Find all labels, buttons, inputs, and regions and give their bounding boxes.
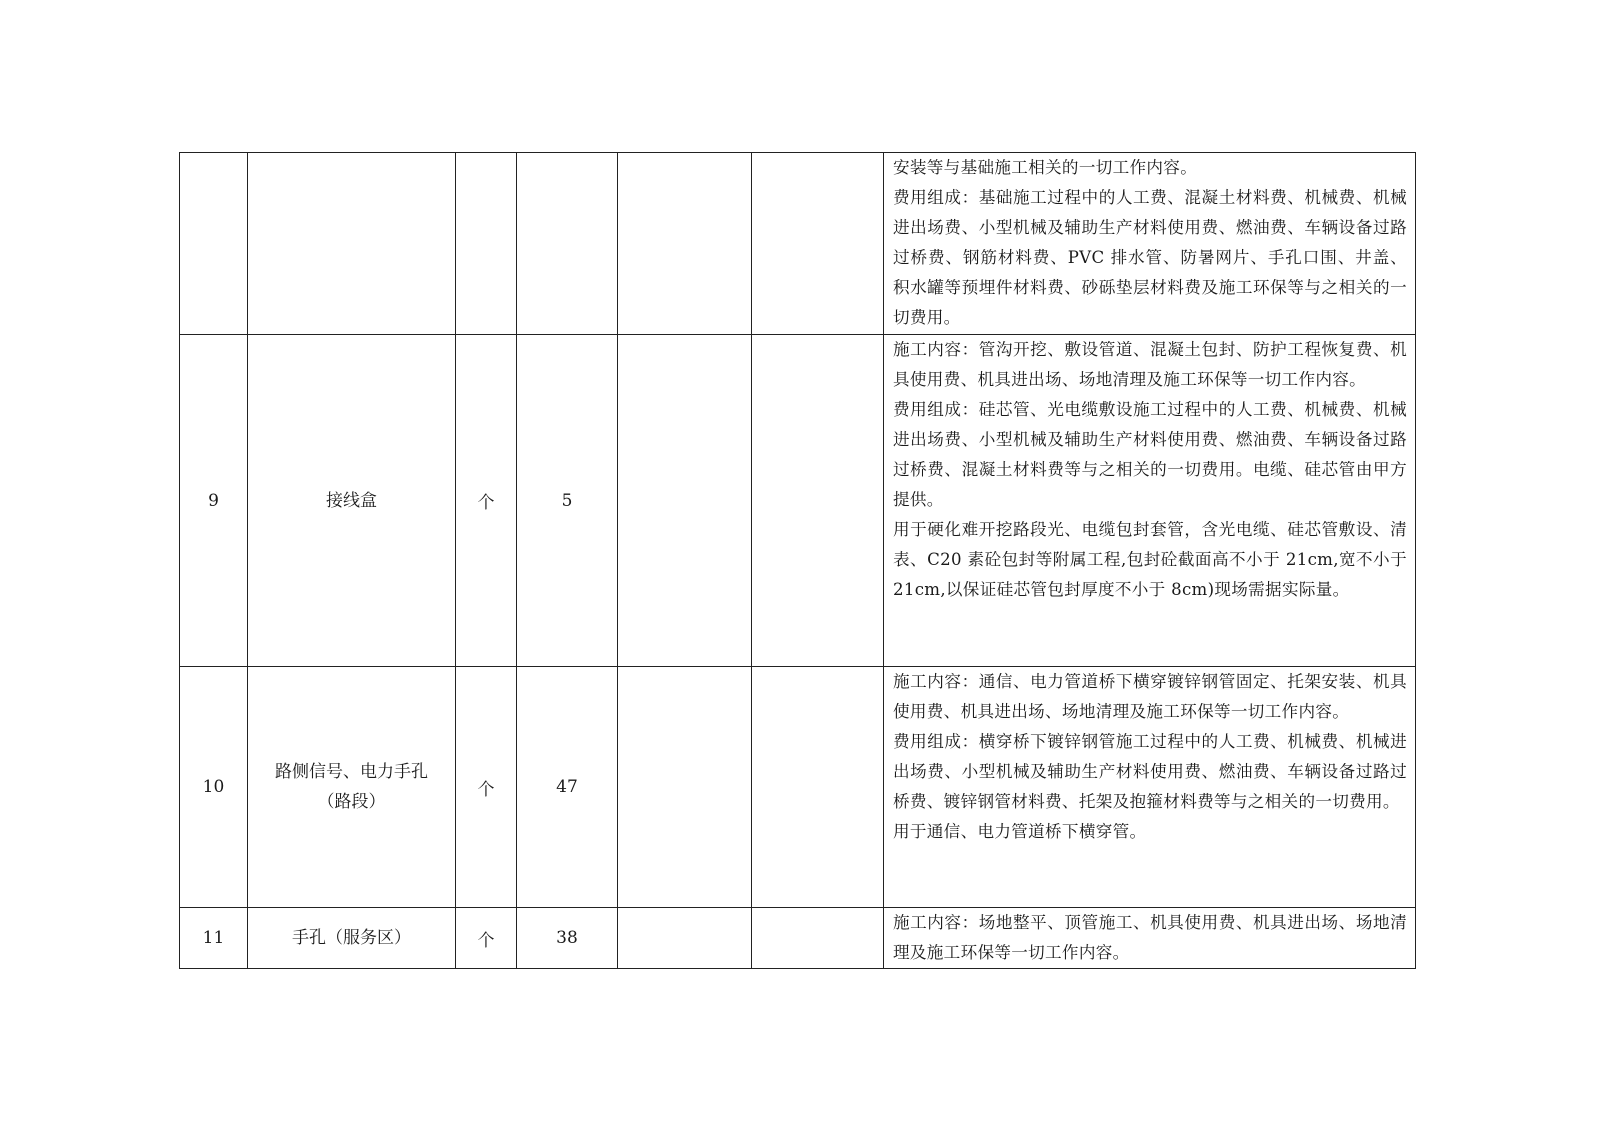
unit-cell: 个 xyxy=(456,667,517,908)
work-description-cell xyxy=(884,153,1416,335)
empty-cell-5 xyxy=(618,667,752,908)
description-paragraph: 施工内容：通信、电力管道桥下横穿镀锌钢管固定、托架安装、机具使用费、机具进出场、场地清理及施工环保等一切工作内容。 xyxy=(893,672,1407,721)
item-no-cell: 10 xyxy=(180,667,248,908)
quantity-cell: 38 xyxy=(517,908,618,969)
item-name-cell: 手孔（服务区） xyxy=(248,908,456,969)
description-paragraph: 用于硬化难开挖路段光、电缆包封套管，含光电缆、硅芯管敷设、清表、C20 素砼包封等附属工程,包封砼截面高不小于 21cm,宽不小于 21cm,以保证硅芯管包封厚度不小于 8cm)现场需据实际量。 xyxy=(893,520,1407,599)
table-row xyxy=(180,153,1416,335)
bill-of-quantities-table xyxy=(179,152,1416,969)
empty-cell-5 xyxy=(618,153,752,335)
unit-cell: 个 xyxy=(456,335,517,667)
item-no-cell: 9 xyxy=(180,335,248,667)
item-name-cell: 路侧信号、电力手孔（路段） xyxy=(248,667,456,908)
empty-cell-6 xyxy=(752,153,884,335)
work-description-cell xyxy=(884,335,1416,667)
empty-cell-6 xyxy=(752,908,884,969)
quantity-cell: 47 xyxy=(517,667,618,908)
item-name-cell xyxy=(248,153,456,335)
empty-cell-6 xyxy=(752,667,884,908)
quantity-cell xyxy=(517,153,618,335)
description-paragraph: 费用组成：横穿桥下镀锌钢管施工过程中的人工费、机械费、机械进出场费、小型机械及辅助生产材料使用费、燃油费、车辆设备过路过桥费、镀锌钢管材料费、托架及抱箍材料费等与之相关的一切费用。 xyxy=(893,732,1407,811)
unit-cell: 个 xyxy=(456,908,517,969)
description-paragraph: 费用组成：基础施工过程中的人工费、混凝土材料费、机械费、机械进出场费、小型机械及辅助生产材料使用费、燃油费、车辆设备过路过桥费、钢筋材料费、PVC 排水管、防暑网片、手孔口围、井盖、积水罐等预埋件材料费、砂砾垫层材料费及施工环保等与之相关的一切费用。 xyxy=(893,188,1407,327)
description-paragraph: 施工内容：场地整平、顶管施工、机具使用费、机具进出场、场地清理及施工环保等一切工作内容。 xyxy=(893,913,1407,962)
description-paragraph: 安装等与基础施工相关的一切工作内容。 xyxy=(893,158,1198,177)
item-no-cell xyxy=(180,153,248,335)
description-paragraph: 费用组成：硅芯管、光电缆敷设施工过程中的人工费、机械费、机械进出场费、小型机械及辅助生产材料使用费、燃油费、车辆设备过路过桥费、混凝土材料费等与之相关的一切费用。电缆、硅芯管由甲方提供。 xyxy=(893,400,1407,509)
empty-cell-6 xyxy=(752,335,884,667)
table-row xyxy=(180,335,1416,667)
description-paragraph: 施工内容：管沟开挖、敷设管道、混凝土包封、防护工程恢复费、机具使用费、机具进出场、场地清理及施工环保等一切工作内容。 xyxy=(893,340,1407,389)
empty-cell-5 xyxy=(618,335,752,667)
work-description-cell xyxy=(884,667,1416,908)
unit-cell xyxy=(456,153,517,335)
table-row xyxy=(180,667,1416,908)
table-row xyxy=(180,908,1416,969)
work-description-cell xyxy=(884,908,1416,969)
item-no-cell: 11 xyxy=(180,908,248,969)
empty-cell-5 xyxy=(618,908,752,969)
description-paragraph: 用于通信、电力管道桥下横穿管。 xyxy=(893,822,1147,841)
item-name-cell: 接线盒 xyxy=(248,335,456,667)
quantity-cell: 5 xyxy=(517,335,618,667)
